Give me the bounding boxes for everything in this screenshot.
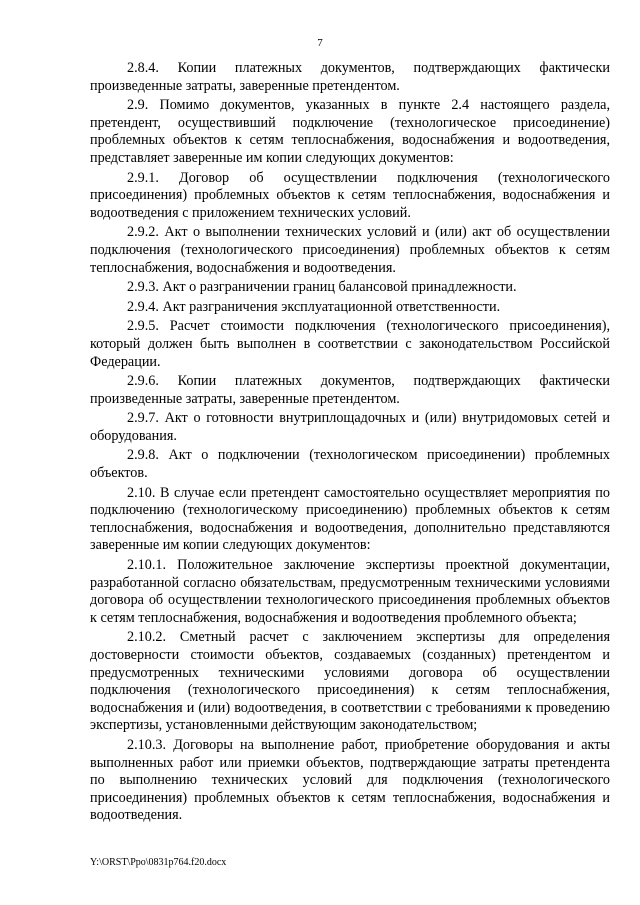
paragraph-2-9-2: 2.9.2. Акт о выполнении технических условий и (или) акт об осуществлении подключения (технологического присоединения) проблемных объектов к сетям теплоснабжения, водоснабжения и водоотведения.	[90, 224, 610, 276]
paragraph-2-10-3: 2.10.3. Договоры на выполнение работ, приобретение оборудования и акты выполненных работ или приемки объектов, подтверждающие затраты претендента по выполнению технических условий для подключения (технологического присоединения) проблемных объектов к сетям теплоснабжения, водоснабжения и водоотведения.	[90, 736, 610, 824]
page-number: 7	[317, 37, 323, 49]
paragraph-2-9-4: 2.9.4. Акт разграничения эксплуатационной ответственности.	[127, 298, 501, 315]
paragraph-2-9-5: 2.9.5. Расчет стоимости подключения (технологического присоединения), который должен быть выполнен в соответствии с законодательством Российской Федерации.	[90, 318, 610, 370]
paragraph-2-10-1: 2.10.1. Положительное заключение экспертизы проектной документации, разработанной согласно обязательствам, предусмотренным техническими условиями договора об осуществлении технологического присоединения проблемных объектов к сетям теплоснабжения, водоснабжения и водоотведения проблемного объекта;	[90, 557, 610, 626]
paragraph-2-9-1: 2.9.1. Договор об осуществлении подключения (технологического присоединения) проблемных объектов к сетям теплоснабжения, водоснабжения и водоотведения с приложением технических условий.	[90, 169, 610, 221]
paragraph-2-9: 2.9. Помимо документов, указанных в пункте 2.4 настоящего раздела, претендент, осуществивший подключение (технологическое присоединение) проблемных объектов к сетям теплоснабжения, водоснабжения и водоотведения, представляет заверенные им копии следующих документов:	[90, 97, 610, 166]
paragraph-2-9-6: 2.9.6. Копии платежных документов, подтверждающих фактически произведенные затраты, заверенные претендентом.	[90, 373, 610, 407]
paragraph-2-8-4: 2.8.4. Копии платежных документов, подтверждающих фактически произведенные затраты, заверенные претендентом.	[90, 60, 610, 94]
paragraph-2-9-7: 2.9.7. Акт о готовности внутриплощадочных и (или) внутридомовых сетей и оборудования.	[90, 410, 610, 444]
footer-file-path: Y:\ORST\Ppo\0831p764.f20.docx	[90, 857, 227, 868]
paragraph-2-9-3: 2.9.3. Акт о разграничении границ балансовой принадлежности.	[127, 279, 517, 296]
paragraph-2-9-8: 2.9.8. Акт о подключении (технологическом присоединении) проблемных объектов.	[90, 447, 610, 482]
paragraph-2-10: 2.10. В случае если претендент самостоятельно осуществляет мероприятия по подключению (технологическому присоединению) проблемных объектов к сетям теплоснабжения, водоснабжения и водоотведения, дополнительно представляются заверенные им копии следующих документов:	[90, 484, 610, 554]
paragraph-2-10-2: 2.10.2. Сметный расчет с заключением экспертизы для определения достоверности стоимости объектов, создаваемых (созданных) претендентом и предусмотренных техническими условиями договора об осуществлении подключения (технологического присоединения) к сетям теплоснабжения, водоснабжения и (или) водоотведения, в соответствии с требованиями к проведению экспертизы, установленными действующим законодательством;	[90, 629, 610, 734]
document-body	[90, 60, 610, 827]
